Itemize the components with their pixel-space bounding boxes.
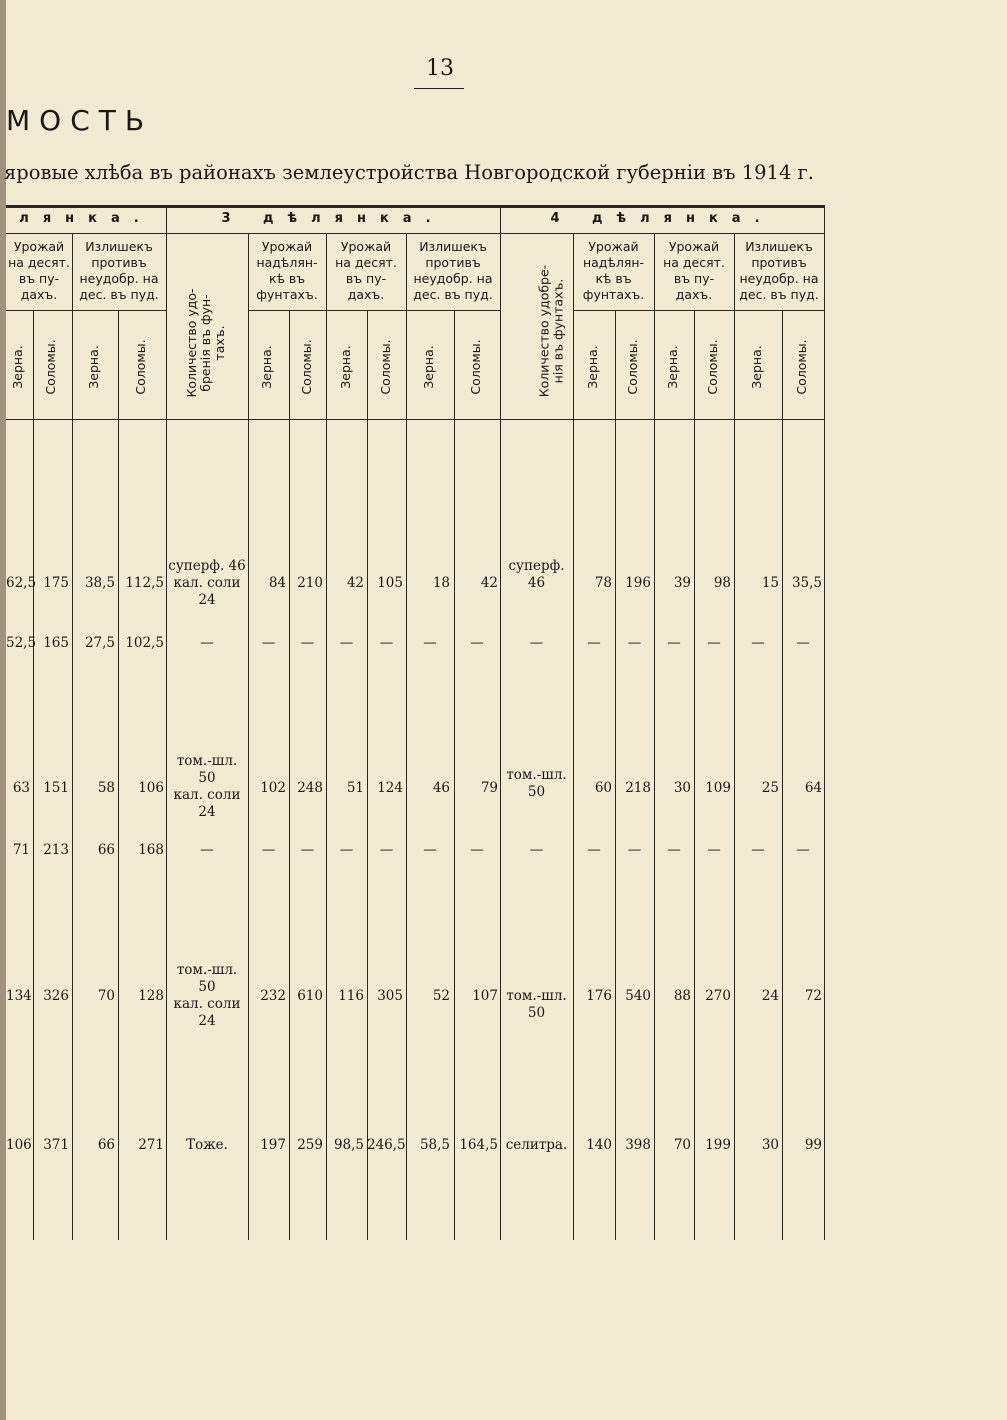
table-cell: —: [200, 635, 214, 651]
table-cell: —: [796, 635, 810, 651]
table-cell: 610: [297, 988, 323, 1004]
table-cell: —: [200, 842, 214, 858]
table-cell: —: [470, 635, 484, 651]
table-cell: 58: [97, 780, 115, 796]
fertilizer-cell: селитра.: [505, 1137, 568, 1153]
table-cell: 270: [705, 988, 731, 1004]
table-cell: 175: [43, 575, 69, 591]
header-yield-per-desyatina: Урожай на десят. въ пу- дахъ.: [8, 239, 70, 302]
table-cell: —: [707, 635, 721, 651]
subheader-grain: Зерна.: [338, 345, 353, 389]
table-cell: 398: [625, 1137, 651, 1153]
table-cell: —: [751, 635, 765, 651]
table-cell: 39: [673, 575, 691, 591]
table-cell: 66: [97, 1137, 115, 1153]
table-cell: 112,5: [125, 575, 164, 591]
table-cell: —: [300, 842, 315, 858]
table-cell: —: [667, 842, 681, 858]
fertilizer-cell: том.-шл. 50 кал. соли 24: [173, 962, 241, 1029]
page-number: 13: [426, 56, 454, 81]
table-cell: 46: [432, 780, 450, 796]
table-cell: 199: [705, 1137, 731, 1153]
subheader-straw: Соломы.: [705, 339, 720, 395]
header-yield-per-plot: Урожай надѣлян- кѣ въ фунтахъ.: [256, 239, 318, 302]
table-cell: 66: [97, 842, 115, 858]
section-title-partial: лянка.: [19, 211, 153, 226]
table-cell: 164,5: [459, 1137, 498, 1153]
table-cell: —: [423, 635, 437, 651]
subheader-grain: Зерна.: [259, 345, 274, 389]
section-title-4: 4 дѣлянка.: [550, 211, 774, 226]
table-cell: 79: [480, 780, 498, 796]
table-cell: 30: [673, 780, 691, 796]
header-fertilizer-amount: Количество удо- бренія въ фун- тахъ.: [184, 288, 227, 398]
fertilizer-cell: том.-шл. 50: [506, 988, 567, 1021]
header-yield-per-desyatina: Урожай на десят. въ пу- дахъ.: [335, 239, 397, 302]
table-cell: 305: [377, 988, 403, 1004]
header-excess: Излишекъ противъ неудобр. на дес. въ пуд.: [79, 239, 159, 302]
harvest-table: [6, 205, 824, 1240]
table-cell: 71: [12, 842, 30, 858]
section-separator: [166, 205, 167, 1240]
table-cell: 232: [260, 988, 286, 1004]
subheader-straw: Соломы.: [133, 339, 148, 395]
table-cell: —: [379, 842, 394, 858]
column-separator: [782, 310, 783, 1240]
table-cell: 259: [297, 1137, 323, 1153]
subheader-straw: Соломы.: [378, 339, 393, 395]
table-cell: —: [339, 842, 354, 858]
table-cell: 105: [377, 575, 403, 591]
subheader-straw: Соломы.: [468, 339, 483, 395]
table-cell: —: [587, 842, 601, 858]
subheader-rule-b: [248, 310, 500, 311]
fertilizer-cell: Тоже.: [186, 1137, 228, 1153]
table-cell: 540: [625, 988, 651, 1004]
table-cell: —: [339, 635, 354, 651]
header-yield-per-plot: Урожай надѣлян- кѣ въ фунтахъ.: [582, 239, 645, 302]
section-title-3: 3 дѣлянка.: [221, 211, 445, 226]
table-cell: 196: [625, 575, 651, 591]
table-cell: 42: [480, 575, 498, 591]
column-separator: [367, 310, 368, 1240]
column-separator: [72, 233, 73, 1240]
table-cell: 30: [761, 1137, 779, 1153]
table-cell: —: [261, 842, 276, 858]
table-cell: 213: [43, 842, 69, 858]
table-cell: 176: [586, 988, 612, 1004]
table-cell: 64: [804, 780, 822, 796]
column-separator: [289, 310, 290, 1240]
header-fertilizer-amount: Количество удобре- нія въ фунтахъ.: [536, 264, 566, 398]
table-cell: —: [261, 635, 276, 651]
table-cell: 326: [43, 988, 69, 1004]
table-cell: 106: [6, 1137, 32, 1153]
column-separator: [33, 310, 34, 1240]
table-cell: —: [529, 842, 544, 858]
table-cell: —: [300, 635, 315, 651]
fertilizer-cell: том.-шл. 50 кал. соли 24: [173, 753, 241, 820]
table-cell: 27,5: [84, 635, 115, 651]
subheader-rule-a: [6, 310, 166, 311]
subheader-grain: Зерна.: [421, 345, 436, 389]
column-separator: [248, 233, 249, 1240]
table-cell: 62,5: [6, 575, 37, 591]
table-cell: 38,5: [84, 575, 115, 591]
table-cell: —: [707, 842, 721, 858]
table-cell: 98: [713, 575, 731, 591]
section-separator: [500, 205, 501, 1240]
table-cell: 63: [12, 780, 30, 796]
column-separator: [118, 310, 119, 1240]
subheader-rule-c: [573, 310, 824, 311]
table-cell: 246,5: [367, 1137, 406, 1153]
table-cell: 128: [138, 988, 164, 1004]
table-cell: 25: [761, 780, 779, 796]
table-cell: 197: [260, 1137, 286, 1153]
table-cell: 124: [377, 780, 403, 796]
table-cell: 140: [586, 1137, 612, 1153]
table-cell: 248: [297, 780, 323, 796]
fertilizer-cell: суперф. 46 кал. соли 24: [168, 558, 246, 608]
table-cell: 218: [625, 780, 651, 796]
table-cell: —: [751, 842, 765, 858]
table-cell: 78: [594, 575, 612, 591]
table-cell: 24: [761, 988, 779, 1004]
table-cell: 271: [138, 1137, 164, 1153]
table-cell: 51: [346, 780, 364, 796]
table-cell: —: [470, 842, 484, 858]
subheader-grain: Зерна.: [665, 345, 680, 389]
header-yield-per-desyatina: Урожай на десят. въ пу- дахъ.: [663, 239, 725, 302]
table-cell: 151: [43, 780, 69, 796]
page-number-rule: [414, 88, 464, 89]
table-top-rule: [6, 205, 824, 208]
table-cell: 58,5: [419, 1137, 450, 1153]
subheader-straw: Соломы.: [625, 339, 640, 395]
table-cell: 35,5: [791, 575, 822, 591]
table-cell: 210: [297, 575, 323, 591]
subheader-grain: Зерна.: [749, 345, 764, 389]
column-separator: [654, 233, 655, 1240]
header-bottom-rule: [6, 419, 824, 420]
table-cell: —: [796, 842, 810, 858]
table-cell: 88: [673, 988, 691, 1004]
table-cell: 98,5: [333, 1137, 364, 1153]
table-cell: 165: [43, 635, 69, 651]
table-cell: 52,5: [6, 635, 37, 651]
table-cell: 60: [594, 780, 612, 796]
fertilizer-cell: суперф. 46: [508, 558, 565, 591]
table-right-edge: [824, 205, 825, 1240]
column-separator: [406, 233, 407, 1240]
table-cell: 102: [260, 780, 286, 796]
column-separator: [573, 233, 574, 1240]
table-cell: —: [379, 635, 394, 651]
table-cell: —: [667, 635, 681, 651]
header-excess: Излишекъ противъ неудобр. на дес. въ пуд.: [739, 239, 819, 302]
section-header-rule: [6, 233, 824, 234]
table-cell: 107: [472, 988, 498, 1004]
table-cell: 72: [804, 988, 822, 1004]
table-cell: 134: [6, 988, 32, 1004]
subheader-grain: Зерна.: [10, 345, 25, 389]
column-separator: [454, 310, 455, 1240]
page-title: МОСТЬ: [6, 104, 154, 137]
table-cell: 52: [432, 988, 450, 1004]
subheader-grain: Зерна.: [585, 345, 600, 389]
table-cell: 109: [705, 780, 731, 796]
table-cell: —: [529, 635, 544, 651]
table-cell: 70: [673, 1137, 691, 1153]
table-cell: 371: [43, 1137, 69, 1153]
column-separator: [734, 233, 735, 1240]
column-separator: [694, 310, 695, 1240]
table-cell: 15: [761, 575, 779, 591]
table-cell: —: [423, 842, 437, 858]
subheader-straw: Соломы.: [794, 339, 809, 395]
table-cell: 18: [432, 575, 450, 591]
page-subtitle: яровые хлѣба въ районахъ землеустройства Новгородской губерніи въ 1914 г.: [4, 161, 814, 184]
table-cell: 99: [804, 1137, 822, 1153]
table-cell: —: [627, 635, 642, 651]
table-cell: 106: [138, 780, 164, 796]
table-cell: 84: [268, 575, 286, 591]
subheader-grain: Зерна.: [86, 345, 101, 389]
column-separator: [615, 310, 616, 1240]
subheader-straw: Соломы.: [43, 339, 58, 395]
table-cell: 42: [346, 575, 364, 591]
subheader-straw: Соломы.: [299, 339, 314, 395]
table-cell: 70: [97, 988, 115, 1004]
table-cell: 116: [338, 988, 364, 1004]
header-excess: Излишекъ противъ неудобр. на дес. въ пуд.: [413, 239, 493, 302]
table-cell: —: [627, 842, 642, 858]
fertilizer-cell: том.-шл. 50: [506, 767, 567, 800]
table-cell: 102,5: [125, 635, 164, 651]
table-cell: 168: [138, 842, 164, 858]
table-cell: —: [587, 635, 601, 651]
column-separator: [326, 233, 327, 1240]
